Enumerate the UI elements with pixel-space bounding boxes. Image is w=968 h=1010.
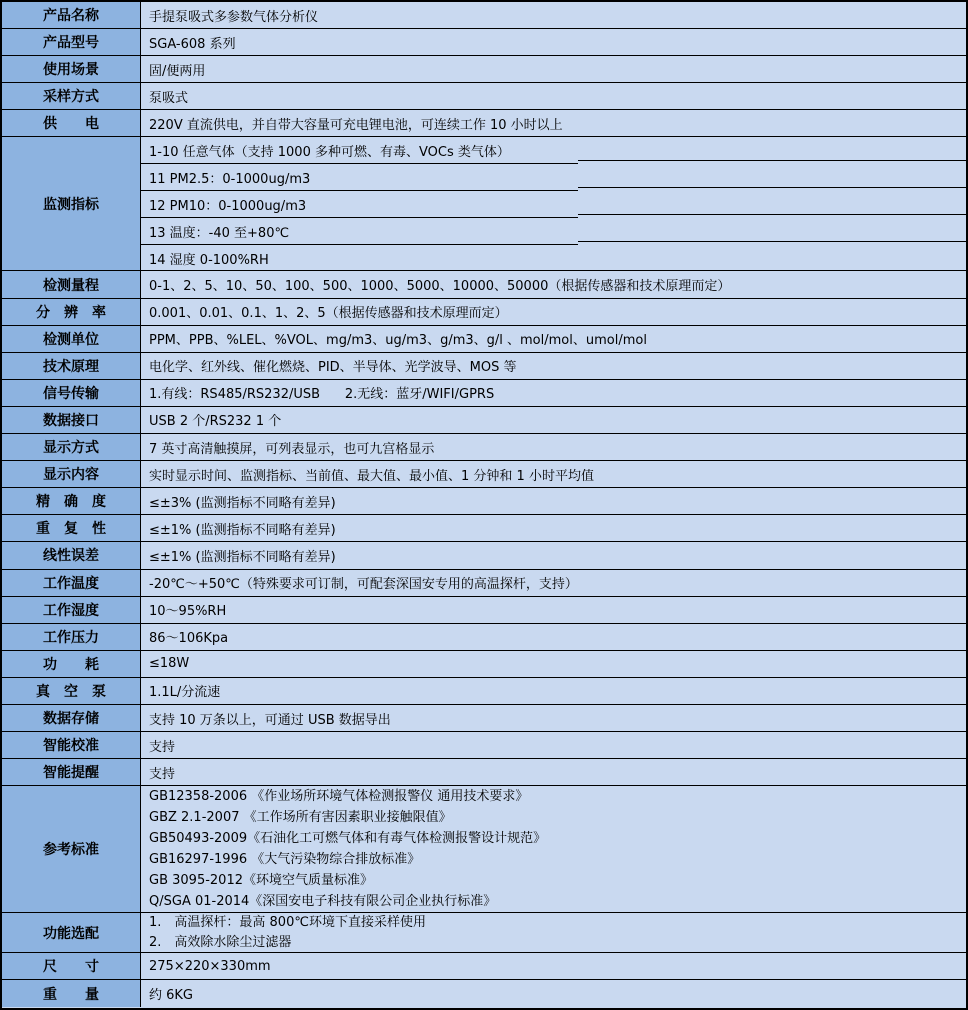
row-value-signal-transmission: 1.有线：RS485/RS232/USB 2.无线：蓝牙/WIFI/GPRS — [149, 387, 495, 403]
row-value-working-humidity: 10～95%RH — [149, 604, 227, 620]
row-label-accuracy: 精 确 度 — [2, 488, 141, 514]
row-label-detection-units: 检测单位 — [2, 326, 141, 352]
row-value-reference-standards — [141, 786, 966, 912]
reference-standards-line-3: GB50493-2009《石油化工可燃气体和有毒气体检测报警设计规范》 — [149, 831, 547, 847]
reference-standards-line-2: GBZ 2.1-2007 《工作场所有害因素职业接触限值》 — [149, 810, 452, 826]
row-label-monitoring-indicators: 监测指标 — [2, 137, 141, 270]
row-value-power-supply: 220V 直流供电，并自带大容量可充电锂电池，可连续工作 10 小时以上 — [149, 117, 563, 133]
row-label-display-content: 显示内容 — [2, 461, 141, 487]
reference-standards-line-1: GB12358-2006 《作业场所环境气体检测报警仪 通用技术要求》 — [149, 788, 529, 804]
row-value-optional-features — [141, 913, 966, 952]
row-label-usage-scenario: 使用场景 — [2, 56, 141, 82]
spec-row-linearity-error — [2, 542, 966, 569]
row-value-display-content: 实时显示时间、监测指标、当前值、最大值、最小值、1 分钟和 1 小时平均值 — [149, 468, 594, 484]
reference-standards-line-4: GB16297-1996 《大气污染物综合排放标准》 — [149, 852, 421, 868]
row-label-vacuum-pump: 真 空 泵 — [2, 678, 141, 704]
row-value-product-model: SGA-608 系列 — [149, 36, 236, 52]
row-value-detection-units: PPM、PPB、%LEL、%VOL、mg/m3、ug/m3、g/m3、g/l 、mol/mol、umol/mol — [149, 333, 647, 349]
spec-row-display-mode — [2, 434, 966, 461]
spec-row-weight — [2, 980, 966, 1007]
row-value-data-interface: USB 2 个/RS232 1 个 — [149, 414, 282, 430]
row-value-linearity-error: ≤±1% (监测指标不同略有差异) — [149, 549, 336, 565]
spec-row-product-model — [2, 29, 966, 56]
reference-standards-line-5: GB 3095-2012《环境空气质量标准》 — [149, 873, 373, 889]
spec-row-accuracy — [2, 488, 966, 515]
spec-row-technical-principle — [2, 353, 966, 380]
row-label-power-consumption: 功 耗 — [2, 651, 141, 677]
row-value-product-name: 手提泵吸式多参数气体分析仪 — [149, 9, 319, 25]
spec-row-detection-units — [2, 326, 966, 353]
row-label-resolution: 分 辨 率 — [2, 299, 141, 325]
row-label-smart-reminder: 智能提醒 — [2, 759, 141, 785]
row-value-working-temperature: -20℃～+50℃（特殊要求可订制，可配套深国安专用的高温探杆，支持） — [149, 577, 578, 593]
reference-standards-line-6: Q/SGA 01-2014《深国安电子科技有限公司企业执行标准》 — [149, 894, 497, 910]
spec-row-power-consumption — [2, 651, 966, 678]
monitor-subline-2: 11 PM2.5：0-1000ug/m3 — [141, 164, 966, 191]
optional-features-line-1: 1. 高温探杆：最高 800℃环境下直接采样使用 — [149, 914, 426, 930]
row-label-technical-principle: 技术原理 — [2, 353, 141, 379]
row-value-technical-principle: 电化学、红外线、催化燃烧、PID、半导体、光学波导、MOS 等 — [149, 360, 517, 376]
spec-row-display-content — [2, 461, 966, 488]
row-label-linearity-error: 线性误差 — [2, 542, 141, 568]
row-label-data-interface: 数据接口 — [2, 407, 141, 433]
spec-row-signal-transmission — [2, 380, 966, 407]
optional-features-line-2: 2. 高效除水除尘过滤器 — [149, 934, 292, 950]
row-label-repeatability: 重 复 性 — [2, 515, 141, 541]
row-label-display-mode: 显示方式 — [2, 434, 141, 460]
row-label-product-model: 产品型号 — [2, 29, 141, 55]
row-value-sampling-method: 泵吸式 — [149, 90, 189, 106]
row-value-data-storage: 支持 10 万条以上，可通过 USB 数据导出 — [149, 712, 391, 728]
row-label-reference-standards: 参考标准 — [2, 786, 141, 912]
row-label-product-name: 产品名称 — [2, 2, 141, 28]
row-value-dimensions: 275×220×330mm — [149, 958, 271, 974]
row-value-monitoring-indicators — [141, 137, 966, 270]
spec-row-data-interface — [2, 407, 966, 434]
row-label-data-storage: 数据存储 — [2, 705, 141, 731]
row-label-detection-range: 检测量程 — [2, 271, 141, 297]
row-label-weight: 重 量 — [2, 980, 141, 1007]
spec-row-working-humidity — [2, 597, 966, 624]
monitor-subline-1: 1-10 任意气体（支持 1000 多种可燃、有毒、VOCs 类气体） — [141, 137, 966, 164]
monitor-subline-5: 14 湿度 0-100%RH — [149, 252, 269, 268]
row-label-working-temperature: 工作温度 — [2, 570, 141, 596]
spec-row-optional-features — [2, 913, 966, 953]
row-value-resolution: 0.001、0.01、0.1、1、2、5（根据传感器和技术原理而定） — [149, 306, 508, 322]
row-label-dimensions: 尺 寸 — [2, 953, 141, 979]
monitor-subline-3: 12 PM10：0-1000ug/m3 — [141, 191, 966, 218]
spec-row-reference-standards — [2, 786, 966, 913]
spec-row-smart-reminder — [2, 759, 966, 786]
row-value-usage-scenario: 固/便两用 — [149, 63, 206, 79]
row-value-vacuum-pump: 1.1L/分流速 — [149, 685, 221, 701]
row-value-weight: 约 6KG — [149, 988, 194, 1004]
row-value-smart-calibration: 支持 — [149, 739, 176, 755]
row-value-detection-range: 0-1、2、5、10、50、100、500、1000、5000、10000、50000（根据传感器和技术原理而定） — [149, 279, 731, 295]
spec-row-detection-range — [2, 271, 966, 298]
row-label-signal-transmission: 信号传输 — [2, 380, 141, 406]
row-label-optional-features: 功能选配 — [2, 913, 141, 952]
spec-row-vacuum-pump — [2, 678, 966, 705]
spec-row-smart-calibration — [2, 732, 966, 759]
row-label-power-supply: 供 电 — [2, 110, 141, 136]
row-value-repeatability: ≤±1% (监测指标不同略有差异) — [149, 522, 336, 538]
row-label-working-pressure: 工作压力 — [2, 624, 141, 650]
row-value-accuracy: ≤±3% (监测指标不同略有差异) — [149, 495, 336, 511]
monitor-subline-4: 13 温度：-40 至+80℃ — [141, 218, 966, 245]
spec-row-resolution — [2, 299, 966, 326]
spec-row-monitoring-indicators — [2, 137, 966, 271]
row-value-smart-reminder: 支持 — [149, 766, 176, 782]
row-label-sampling-method: 采样方式 — [2, 83, 141, 109]
spec-row-data-storage — [2, 705, 966, 732]
spec-row-dimensions — [2, 953, 966, 980]
row-label-smart-calibration: 智能校准 — [2, 732, 141, 758]
spec-row-product-name — [2, 2, 966, 29]
row-value-display-mode: 7 英寸高清触摸屏，可列表显示，也可九宫格显示 — [149, 441, 435, 457]
row-value-power-consumption: ≤18W — [149, 656, 190, 672]
row-value-working-pressure: 86～106Kpa — [149, 631, 229, 647]
spec-row-working-temperature — [2, 570, 966, 597]
row-label-working-humidity: 工作湿度 — [2, 597, 141, 623]
spec-row-repeatability — [2, 515, 966, 542]
spec-row-usage-scenario — [2, 56, 966, 83]
spec-row-sampling-method — [2, 83, 966, 110]
spec-row-working-pressure — [2, 624, 966, 651]
spec-row-power-supply — [2, 110, 966, 137]
